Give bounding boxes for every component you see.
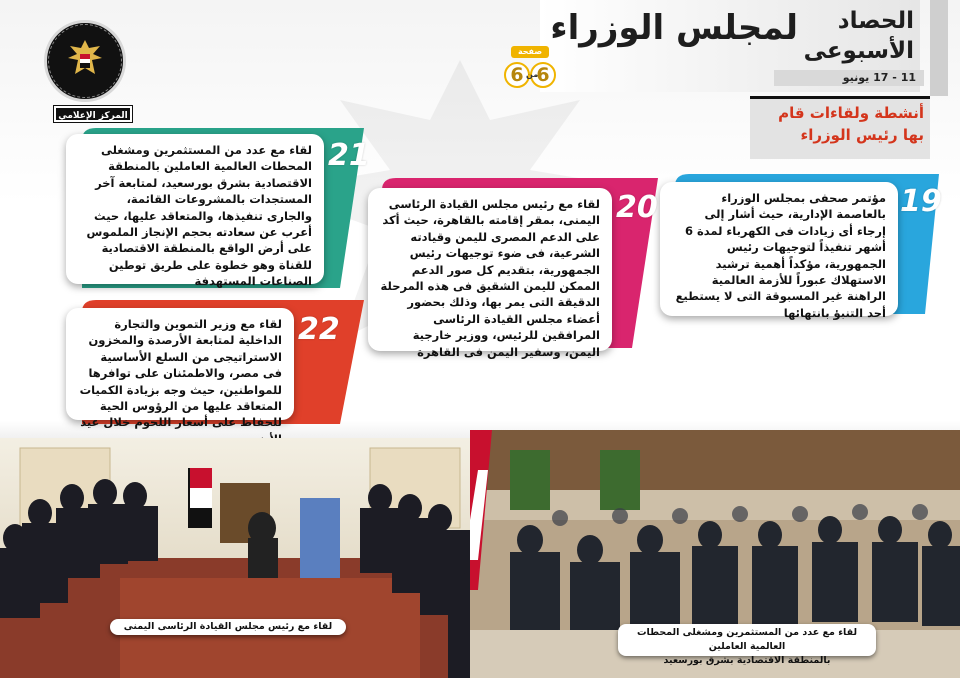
page-total: 6 <box>504 62 530 88</box>
item-20-text: لقاء مع رئيس مجلس القيادة الرئاسى اليمنى، بمقر إقامته بالقاهرة، حيث أكد على الدعم المصرى لليمن وقيادته الشرعية، فى ضوء توجيهات رئيس الجمهورية، بتقديم كل صور الدعم الممكن لليمن الشقيق فى هذه المرحلة الدقيقة التى يمر بها، وذلك بحضور أعضاء مجلس القيادة الرئاسى المرافقين للرئيس، ووزير خارجية اليمن، وسفير اليمن فى القاهرة <box>380 197 600 359</box>
photo-caption-yemen: لقاء مع رئيس مجلس القيادة الرئاسى اليمنى <box>110 619 346 635</box>
meeting-room-image <box>0 438 490 678</box>
item-21-card <box>66 134 324 289</box>
photo-yemen-meeting <box>0 438 490 678</box>
item-22-number: 22 <box>298 312 340 347</box>
item-22-card <box>66 308 294 430</box>
photo-investors-meeting <box>470 430 960 678</box>
item-21-text: لقاء مع عدد من المستثمرين ومشغلى المحطات العالمية العاملين بالمنطقة الاقتصادية بشرق بورسعيد، لمتابعة آخر المستجدات بالمشروعات القائمة، والجارى تنفيذها، والمتعاقد عليها، حيث أعرب عن سعادته بحجم الإنجاز الملموس على أرض الواقع بالمنطقة الاقتصادية للقناة وهو خطوة على طريق توطين الصناعات المستهدفة <box>86 143 312 289</box>
item-20-card <box>368 188 612 359</box>
eagle-emblem-icon <box>66 38 104 80</box>
item-20-number: 20 <box>616 190 658 225</box>
page-label: صفحة <box>511 46 549 58</box>
header-subtitle-line1: الحصاد <box>837 8 914 34</box>
media-center-logo <box>40 20 130 120</box>
item-19-card <box>660 182 898 320</box>
page-of: من <box>526 70 539 79</box>
photo-caption-investors-line2: بالمنطقة الاقتصادية بشرق بورسعيد <box>663 655 831 666</box>
photo-caption-investors-line1: لقاء مع عدد من المستثمرين ومشغلى المحطات العالمية العاملين <box>636 627 858 652</box>
photo-caption-investors <box>618 624 876 666</box>
section-title-line2: بها رئيس الوزراء <box>800 126 924 144</box>
item-19-text: مؤتمر صحفى بمجلس الوزراء بالعاصمة الإدارية، حيث أشار إلى إرجاء أى زيادات فى الكهرباء لمدة 6 أشهر تنفيذاً لتوجيهات رئيس الجمهورية، مؤكداً أهمية ترشيد الاستهلاك عبوراً للأزمة العالمية الراهنة غير المسبوقة التى لا يستطيع أحد التنبؤ بانتهائها <box>675 191 886 320</box>
header-subtitle-line2: الأسبوعى <box>803 38 914 64</box>
date-range: 11 - 17 يونيو <box>774 70 924 86</box>
header-title: لمجلس الوزراء <box>550 8 798 48</box>
item-21-number: 21 <box>328 138 370 173</box>
page-current: 6 <box>530 62 556 88</box>
section-title-line1: أنشطة ولقاءات قام <box>778 104 924 122</box>
logo-tag: المركز الإعلامي <box>54 106 132 122</box>
header-subtitle <box>794 6 914 66</box>
item-22-text: لقاء مع وزير التموين والتجارة الداخلية لمتابعة الأرصدة والمخزون الاستراتيجى من السلع الأساسية فى مصر، والاطمئنان على توافرها للمواطنين، حيث وجه بزيادة الكميات المتعاقد عليها من الرؤوس الحية للحفاظ على أسعار اللحوم خلال عيد <box>79 317 282 430</box>
item-19-number: 19 <box>900 184 942 219</box>
header-rule <box>930 0 948 96</box>
